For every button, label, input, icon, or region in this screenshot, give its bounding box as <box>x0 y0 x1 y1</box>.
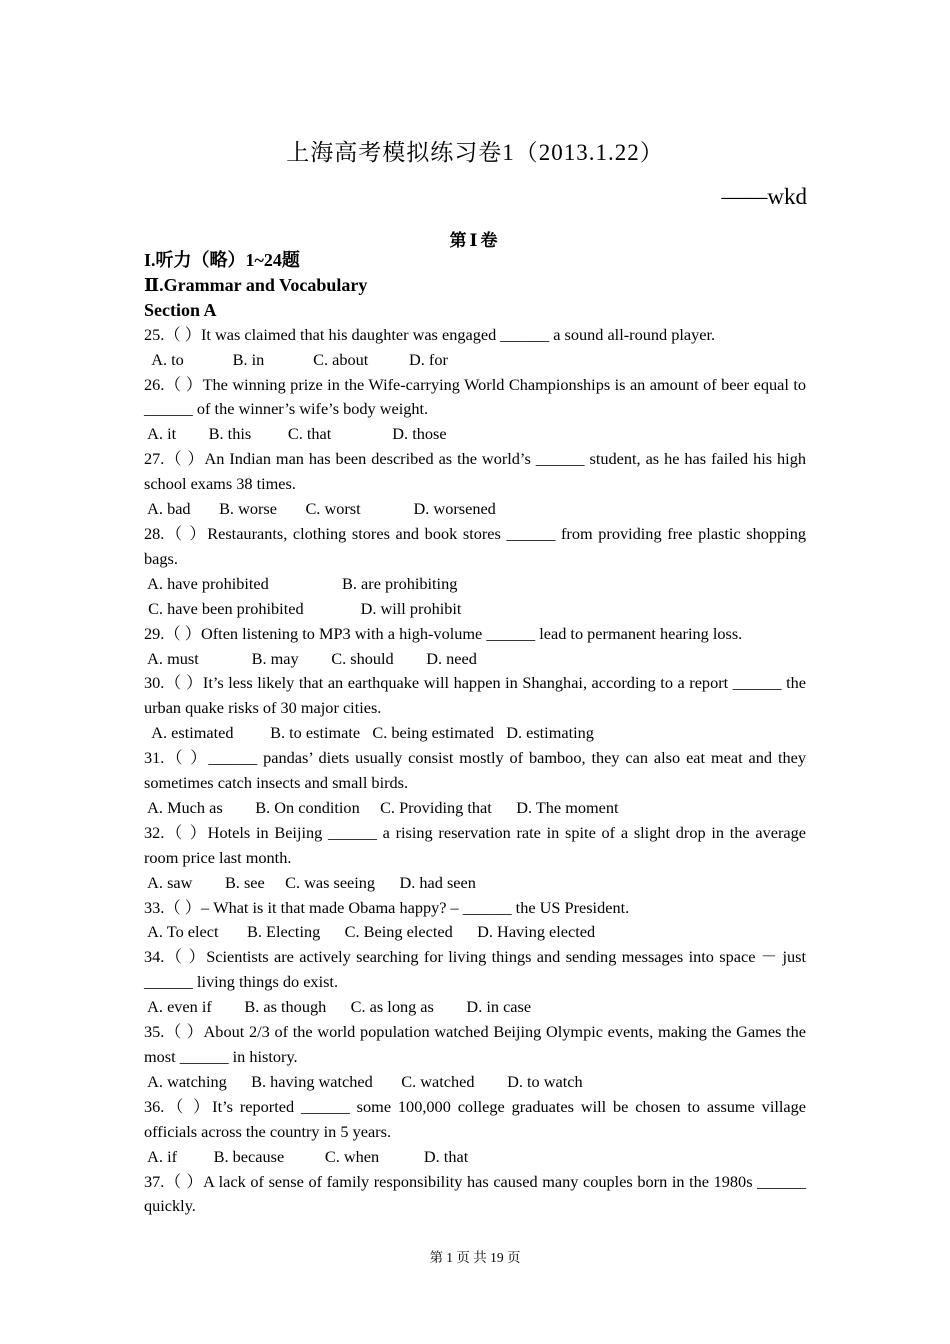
question-item <box>144 945 806 1020</box>
question-stem: 32.（ ）Hotels in Beijing ______ a rising reservation rate in spite of a slight drop in the average room price last month. <box>144 822 806 867</box>
author-signature: ——wkd <box>721 184 807 209</box>
question-options: A. saw B. see C. was seeing D. had seen <box>144 872 476 892</box>
question-stem: 34.（ ）Scientists are actively searching for living things and sending messages into space － just ______ living things do exist. <box>144 947 806 992</box>
question-options: A. it B. this C. that D. those <box>144 424 447 444</box>
question-options: A. Much as B. On condition C. Providing that D. The moment <box>144 797 619 817</box>
section-a-heading: Section A <box>144 299 217 320</box>
question-options: A. To elect B. Electing C. Being elected D. Having elected <box>144 922 596 942</box>
question-options: A. to B. in C. about D. for <box>144 349 448 369</box>
question-stem: 28.（ ）Restaurants, clothing stores and book stores ______ from providing free plastic shopping bags. <box>144 523 806 568</box>
question-stem: 33.（ ）– What is it that made Obama happy? – ______ the US President. <box>144 897 630 917</box>
question-options: A. must B. may C. should D. need <box>144 648 477 668</box>
question-item <box>144 323 806 373</box>
question-item <box>144 522 806 622</box>
question-options: A. even if B. as though C. as long as D. in case <box>144 997 532 1017</box>
question-item <box>144 746 806 821</box>
grammar-heading: Ⅱ.Grammar and Vocabulary <box>144 274 368 295</box>
question-options: A. estimated B. to estimate C. being estimated D. estimating <box>144 723 594 743</box>
question-stem: 25.（ ）It was claimed that his daughter was engaged ______ a sound all-round player. <box>144 324 716 344</box>
question-item <box>144 373 806 448</box>
question-options: C. have been prohibited D. will prohibit <box>144 598 462 618</box>
question-stem: 27.（ ）An Indian man has been described as the world’s ______ student, as he has failed his high school exams 38 times. <box>144 449 806 494</box>
question-item <box>144 671 806 746</box>
question-item <box>144 447 806 522</box>
question-stem: 26.（ ）The winning prize in the Wife-carrying World Championships is an amount of beer equal to ______ of the winner’s wife’s body weight. <box>144 374 806 419</box>
question-options: A. bad B. worse C. worst D. worsened <box>144 499 496 519</box>
listening-heading: I.听力（略）1~24题 <box>144 250 300 270</box>
question-item <box>144 1095 806 1170</box>
page-title: 上海高考模拟练习卷1（2013.1.22） <box>286 140 664 165</box>
question-stem: 30.（ ）It’s less likely that an earthquake will happen in Shanghai, according to a report ______ the urban quake risks of 30 major cities. <box>144 673 806 718</box>
question-item <box>144 1170 806 1220</box>
question-stem: 31.（ ）______ pandas’ diets usually consist mostly of bamboo, they can also eat meat and they sometimes catch insects and small birds. <box>144 748 806 793</box>
volume-heading: 第Ⅰ卷 <box>449 231 501 250</box>
question-stem: 35.（ ）About 2/3 of the world population watched Beijing Olympic events, making the Games the most ______ in history. <box>144 1022 806 1066</box>
question-stem: 36.（ ）It’s reported ______ some 100,000 college graduates will be chosen to assume village officials across the country in 5 years. <box>144 1096 806 1141</box>
question-item <box>144 622 806 672</box>
question-list <box>144 323 806 1220</box>
question-stem: 37.（ ）A lack of sense of family responsibility has caused many couples born in the 1980s ______ quickly. <box>144 1171 806 1216</box>
question-item <box>144 1020 806 1095</box>
question-item <box>144 896 806 946</box>
question-item <box>144 821 806 896</box>
question-stem: 29.（ ）Often listening to MP3 with a high-volume ______ lead to permanent hearing loss. <box>144 623 743 643</box>
question-options: A. watching B. having watched C. watched D. to watch <box>144 1071 583 1091</box>
page-footer: 第 1 页 共 19 页 <box>429 1250 521 1265</box>
question-options: A. if B. because C. when D. that <box>144 1146 469 1166</box>
exam-content <box>144 248 806 1219</box>
question-options: A. have prohibited B. are prohibiting <box>144 573 458 593</box>
